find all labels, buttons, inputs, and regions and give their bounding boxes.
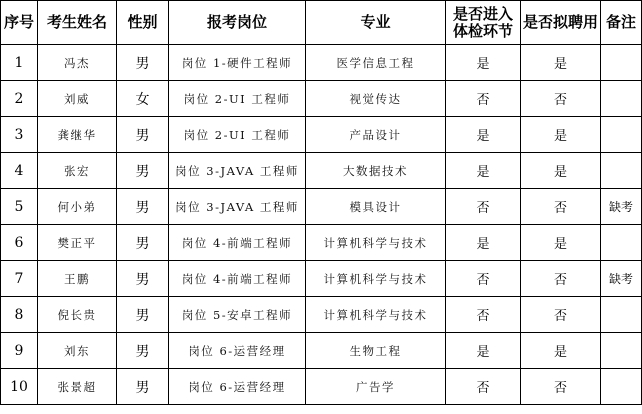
cell-no: 7 (1, 261, 38, 297)
cell-name: 张景超 (38, 369, 117, 405)
cell-gender: 男 (117, 45, 169, 81)
cell-post: 岗位 6-运营经理 (169, 333, 306, 369)
cell-exam: 是 (446, 153, 521, 189)
header-name: 考生姓名 (38, 1, 117, 45)
cell-name: 冯杰 (38, 45, 117, 81)
cell-name: 倪长贵 (38, 297, 117, 333)
cell-post: 岗位 5-安卓工程师 (169, 297, 306, 333)
cell-note (601, 297, 642, 333)
table-row (1, 369, 642, 405)
cell-post: 岗位 2-UI 工程师 (169, 117, 306, 153)
cell-gender: 男 (117, 261, 169, 297)
cell-no: 10 (1, 369, 38, 405)
table-row (1, 333, 642, 369)
cell-note (601, 153, 642, 189)
cell-name: 樊正平 (38, 225, 117, 261)
cell-note (601, 45, 642, 81)
cell-gender: 男 (117, 297, 169, 333)
cell-major: 计算机科学与技术 (306, 297, 446, 333)
cell-note (601, 369, 642, 405)
cell-major: 医学信息工程 (306, 45, 446, 81)
cell-no: 9 (1, 333, 38, 369)
cell-hire: 是 (521, 225, 601, 261)
cell-hire: 否 (521, 189, 601, 225)
cell-major: 计算机科学与技术 (306, 225, 446, 261)
cell-major: 产品设计 (306, 117, 446, 153)
cell-exam: 是 (446, 333, 521, 369)
cell-note: 缺考 (601, 261, 642, 297)
cell-note (601, 81, 642, 117)
cell-name: 刘威 (38, 81, 117, 117)
cell-post: 岗位 4-前端工程师 (169, 261, 306, 297)
cell-note (601, 117, 642, 153)
cell-major: 生物工程 (306, 333, 446, 369)
cell-no: 4 (1, 153, 38, 189)
cell-no: 8 (1, 297, 38, 333)
cell-hire: 是 (521, 333, 601, 369)
header-exam: 是否进入体检环节 (446, 1, 521, 45)
cell-major: 视觉传达 (306, 81, 446, 117)
cell-name: 何小弟 (38, 189, 117, 225)
cell-exam: 否 (446, 261, 521, 297)
cell-hire: 是 (521, 153, 601, 189)
header-hire: 是否拟聘用 (521, 1, 601, 45)
cell-hire: 否 (521, 81, 601, 117)
header-major: 专业 (306, 1, 446, 45)
cell-post: 岗位 2-UI 工程师 (169, 81, 306, 117)
cell-name: 龚继华 (38, 117, 117, 153)
cell-post: 岗位 6-运营经理 (169, 369, 306, 405)
cell-no: 6 (1, 225, 38, 261)
cell-hire: 是 (521, 117, 601, 153)
cell-post: 岗位 1-硬件工程师 (169, 45, 306, 81)
table-row (1, 297, 642, 333)
cell-exam: 是 (446, 117, 521, 153)
cell-note (601, 333, 642, 369)
cell-gender: 女 (117, 81, 169, 117)
header-note: 备注 (601, 1, 642, 45)
cell-exam: 是 (446, 225, 521, 261)
header-no: 序号 (1, 1, 38, 45)
cell-no: 3 (1, 117, 38, 153)
table-row (1, 261, 642, 297)
cell-major: 广告学 (306, 369, 446, 405)
cell-name: 王鹏 (38, 261, 117, 297)
cell-exam: 否 (446, 189, 521, 225)
cell-post: 岗位 3-JAVA 工程师 (169, 153, 306, 189)
cell-gender: 男 (117, 225, 169, 261)
cell-major: 计算机科学与技术 (306, 261, 446, 297)
cell-no: 2 (1, 81, 38, 117)
cell-exam: 否 (446, 81, 521, 117)
cell-no: 1 (1, 45, 38, 81)
header-row (1, 1, 642, 45)
cell-exam: 否 (446, 369, 521, 405)
table-row (1, 153, 642, 189)
table-row (1, 225, 642, 261)
table-row (1, 81, 642, 117)
cell-hire: 否 (521, 297, 601, 333)
header-post: 报考岗位 (169, 1, 306, 45)
table-row (1, 117, 642, 153)
cell-name: 张宏 (38, 153, 117, 189)
cell-no: 5 (1, 189, 38, 225)
cell-hire: 是 (521, 45, 601, 81)
cell-gender: 男 (117, 369, 169, 405)
table-row (1, 189, 642, 225)
cell-name: 刘东 (38, 333, 117, 369)
cell-exam: 否 (446, 297, 521, 333)
cell-gender: 男 (117, 333, 169, 369)
cell-exam: 是 (446, 45, 521, 81)
cell-gender: 男 (117, 189, 169, 225)
cell-major: 模具设计 (306, 189, 446, 225)
cell-major: 大数据技术 (306, 153, 446, 189)
cell-gender: 男 (117, 117, 169, 153)
header-gender: 性别 (117, 1, 169, 45)
cell-note (601, 225, 642, 261)
cell-post: 岗位 3-JAVA 工程师 (169, 189, 306, 225)
cell-gender: 男 (117, 153, 169, 189)
cell-note: 缺考 (601, 189, 642, 225)
cell-hire: 否 (521, 261, 601, 297)
cell-post: 岗位 4-前端工程师 (169, 225, 306, 261)
cell-hire: 否 (521, 369, 601, 405)
table-row (1, 45, 642, 81)
